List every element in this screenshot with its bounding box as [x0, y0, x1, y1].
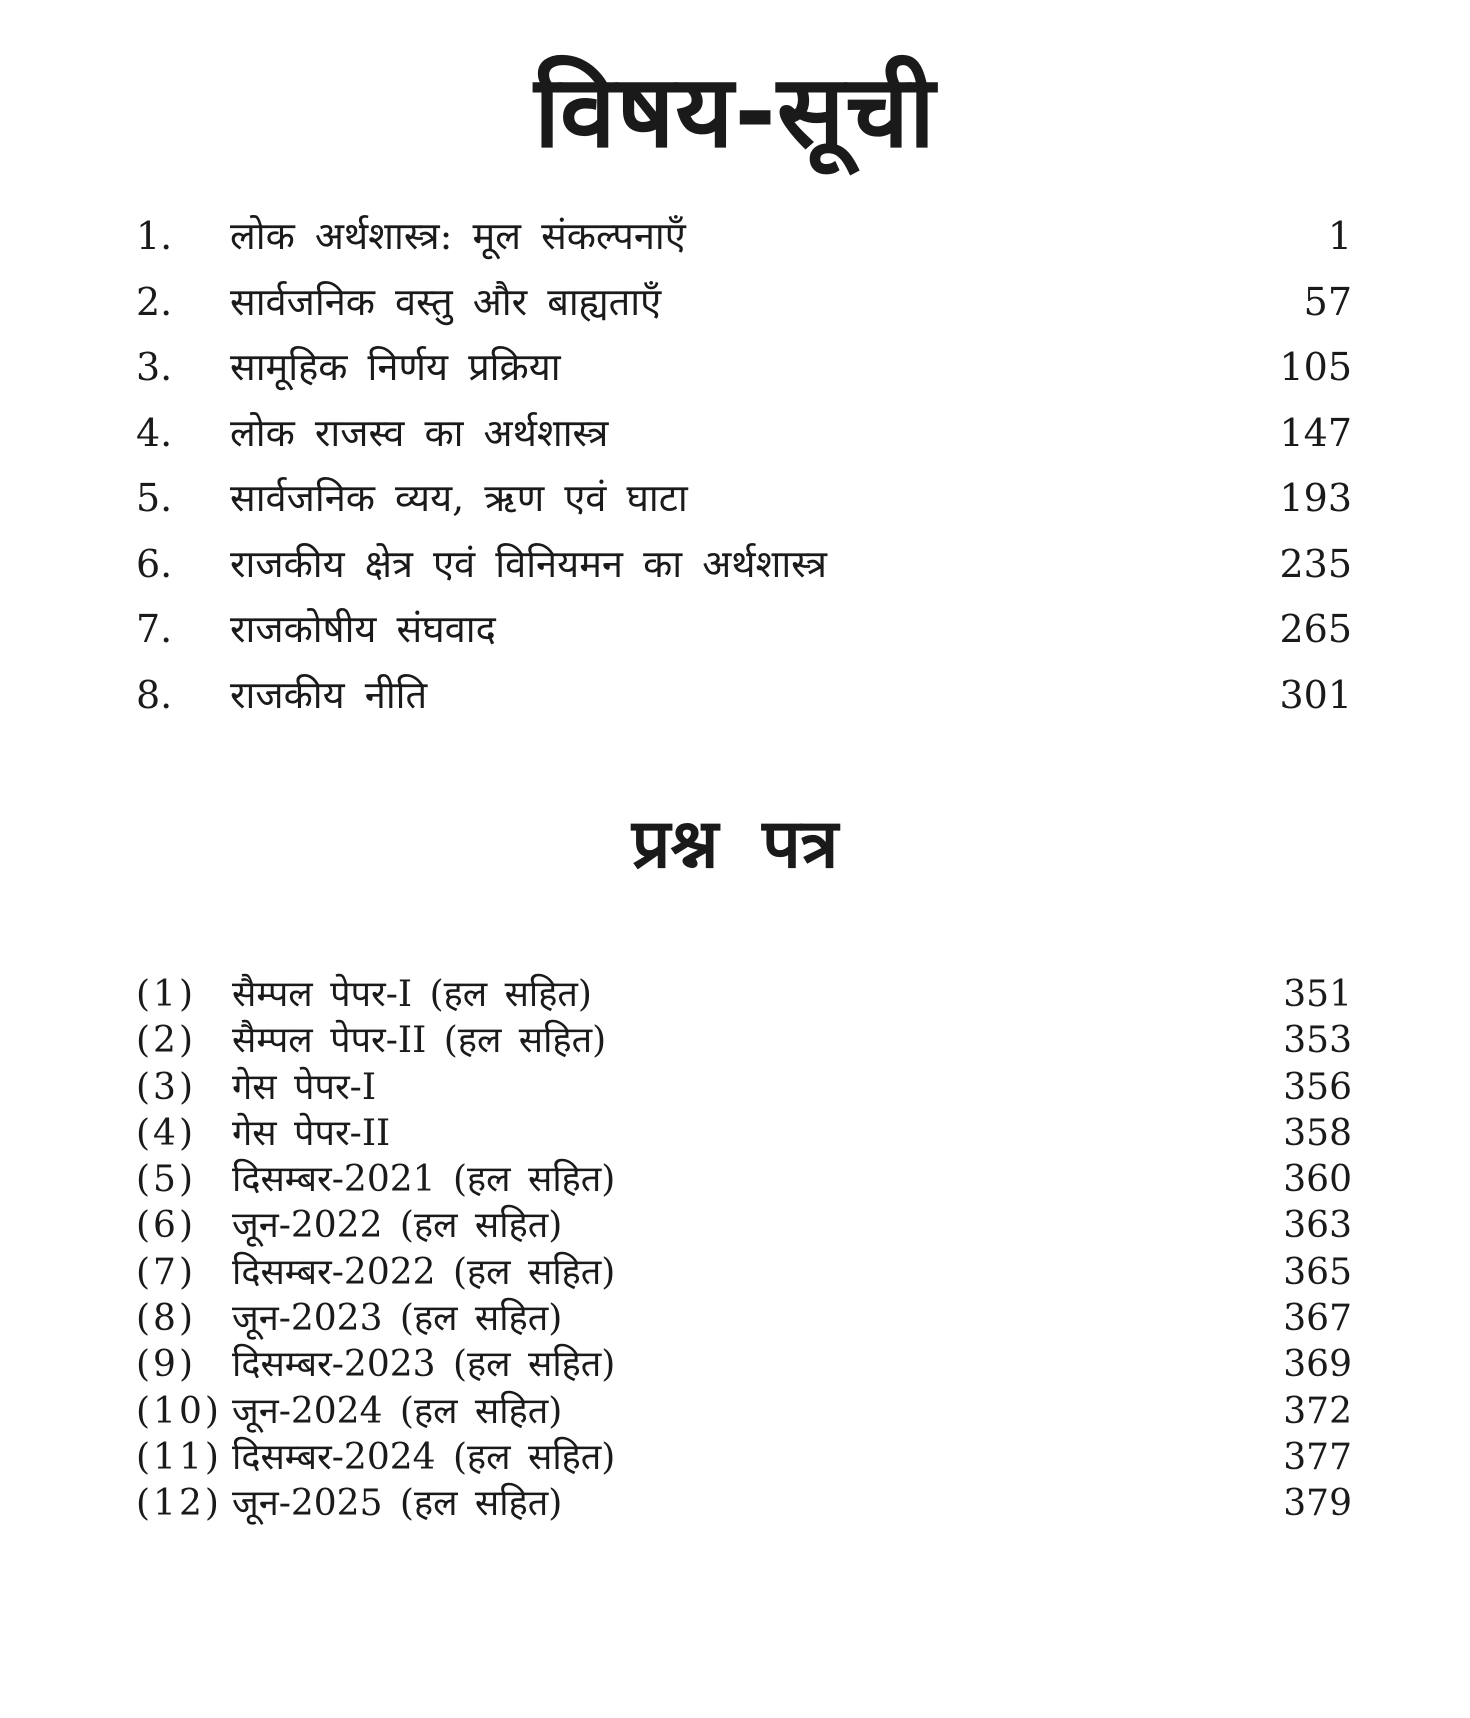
toc-entry-title: सार्वजनिक व्यय, ऋण एवं घाटा — [230, 476, 688, 520]
paper-entry-page: 363 — [1283, 1205, 1352, 1247]
paper-entry-number: (12) — [136, 1483, 222, 1525]
paper-entry-page: 356 — [1283, 1066, 1352, 1108]
toc-entry-number: 2. — [136, 279, 173, 324]
toc-entry-title: लोक राजस्व का अर्थशास्त्र — [230, 410, 609, 455]
paper-entry-number: (8) — [136, 1298, 196, 1340]
toc-entry-title: लोक अर्थशास्त्र: मूल संकल्पनाएँ — [230, 214, 686, 258]
paper-entry-page: 379 — [1283, 1483, 1352, 1525]
paper-entry-page: 365 — [1283, 1251, 1352, 1293]
paper-entry-page: 358 — [1283, 1112, 1352, 1154]
toc-entry — [136, 339, 1352, 405]
toc-entry-title: राजकोषीय संघवाद — [230, 607, 496, 651]
toc-entry — [136, 208, 1352, 274]
paper-entry-title: गेस पेपर-I — [232, 1066, 377, 1108]
paper-entry-page: 351 — [1283, 974, 1352, 1015]
paper-entry-title: सैम्पल पेपर-I (हल सहित) — [232, 974, 592, 1015]
paper-entry-title: जून-2024 (हल सहित) — [232, 1390, 563, 1432]
paper-entry — [136, 1065, 1352, 1111]
paper-entry-title: जून-2023 (हल सहित) — [232, 1298, 563, 1340]
paper-entry-number: (4) — [136, 1112, 196, 1154]
paper-entry-number: (2) — [136, 1020, 196, 1062]
page-title: विषय-सूची — [534, 53, 936, 170]
paper-entry-number: (5) — [136, 1159, 196, 1201]
toc-entry — [136, 667, 1352, 733]
paper-entry-title: गेस पेपर-II — [232, 1112, 391, 1154]
paper-entry-page: 360 — [1283, 1159, 1352, 1201]
paper-entry — [136, 1296, 1352, 1342]
paper-entry-page: 367 — [1283, 1298, 1352, 1340]
paper-entry — [136, 972, 1352, 1018]
paper-entry — [136, 1111, 1352, 1157]
toc-entry-number: 3. — [136, 345, 173, 389]
toc-entry — [136, 405, 1352, 471]
toc-entry-number: 1. — [136, 214, 173, 258]
toc-entry-page: 57 — [1303, 279, 1352, 324]
toc-entry-page: 265 — [1279, 607, 1352, 651]
paper-entry-number: (1) — [136, 974, 196, 1015]
paper-entry — [136, 1157, 1352, 1203]
toc-entry-page: 235 — [1279, 541, 1352, 586]
paper-entry — [136, 1203, 1352, 1249]
paper-entry — [136, 1389, 1352, 1435]
paper-entry-number: (9) — [136, 1344, 196, 1386]
paper-entry — [136, 1250, 1352, 1296]
toc-entry-title: सार्वजनिक वस्तु और बाह्यताएँ — [230, 279, 662, 324]
paper-entry-number: (7) — [136, 1251, 196, 1293]
paper-entry-page: 372 — [1283, 1390, 1352, 1432]
paper-entry — [136, 1435, 1352, 1481]
paper-entry — [136, 1018, 1352, 1064]
toc-entry-title: राजकीय नीति — [230, 672, 428, 717]
toc-entry-number: 7. — [136, 607, 173, 651]
toc-entry — [136, 470, 1352, 536]
paper-entry-number: (11) — [136, 1436, 222, 1478]
paper-entry-page: 353 — [1283, 1020, 1352, 1062]
toc-entry-page: 147 — [1279, 410, 1352, 455]
paper-entry-title: जून-2025 (हल सहित) — [232, 1483, 563, 1525]
table-of-contents — [136, 208, 1352, 732]
toc-entry-number: 8. — [136, 672, 173, 717]
toc-entry-page: 193 — [1279, 476, 1352, 520]
paper-entry-page: 369 — [1283, 1344, 1352, 1386]
question-papers-list — [136, 972, 1352, 1528]
paper-entry-title: दिसम्बर-2022 (हल सहित) — [232, 1251, 616, 1293]
toc-entry-title: राजकीय क्षेत्र एवं विनियमन का अर्थशास्त्र — [230, 541, 827, 586]
toc-entry-page: 301 — [1279, 672, 1352, 717]
paper-entry — [136, 1481, 1352, 1527]
toc-entry-number: 5. — [136, 476, 173, 520]
toc-entry-title: सामूहिक निर्णय प्रक्रिया — [230, 345, 561, 389]
paper-entry-title: सैम्पल पेपर-II (हल सहित) — [232, 1020, 607, 1062]
paper-entry-title: दिसम्बर-2023 (हल सहित) — [232, 1344, 616, 1386]
paper-entry-title: दिसम्बर-2021 (हल सहित) — [232, 1159, 616, 1201]
paper-entry-title: दिसम्बर-2024 (हल सहित) — [232, 1436, 616, 1478]
toc-entry-number: 6. — [136, 541, 173, 586]
paper-entry-number: (10) — [136, 1390, 222, 1432]
toc-entry — [136, 274, 1352, 340]
toc-entry-page: 1 — [1327, 214, 1352, 258]
paper-entry-number: (6) — [136, 1205, 196, 1247]
paper-entry-page: 377 — [1283, 1436, 1352, 1478]
toc-entry-number: 4. — [136, 410, 173, 455]
paper-entry-title: जून-2022 (हल सहित) — [232, 1205, 563, 1247]
paper-entry-number: (3) — [136, 1066, 196, 1108]
toc-entry — [136, 536, 1352, 602]
toc-entry — [136, 601, 1352, 667]
section-title-question-papers: प्रश्न पत्र — [631, 805, 839, 884]
paper-entry — [136, 1342, 1352, 1388]
toc-entry-page: 105 — [1279, 345, 1352, 389]
